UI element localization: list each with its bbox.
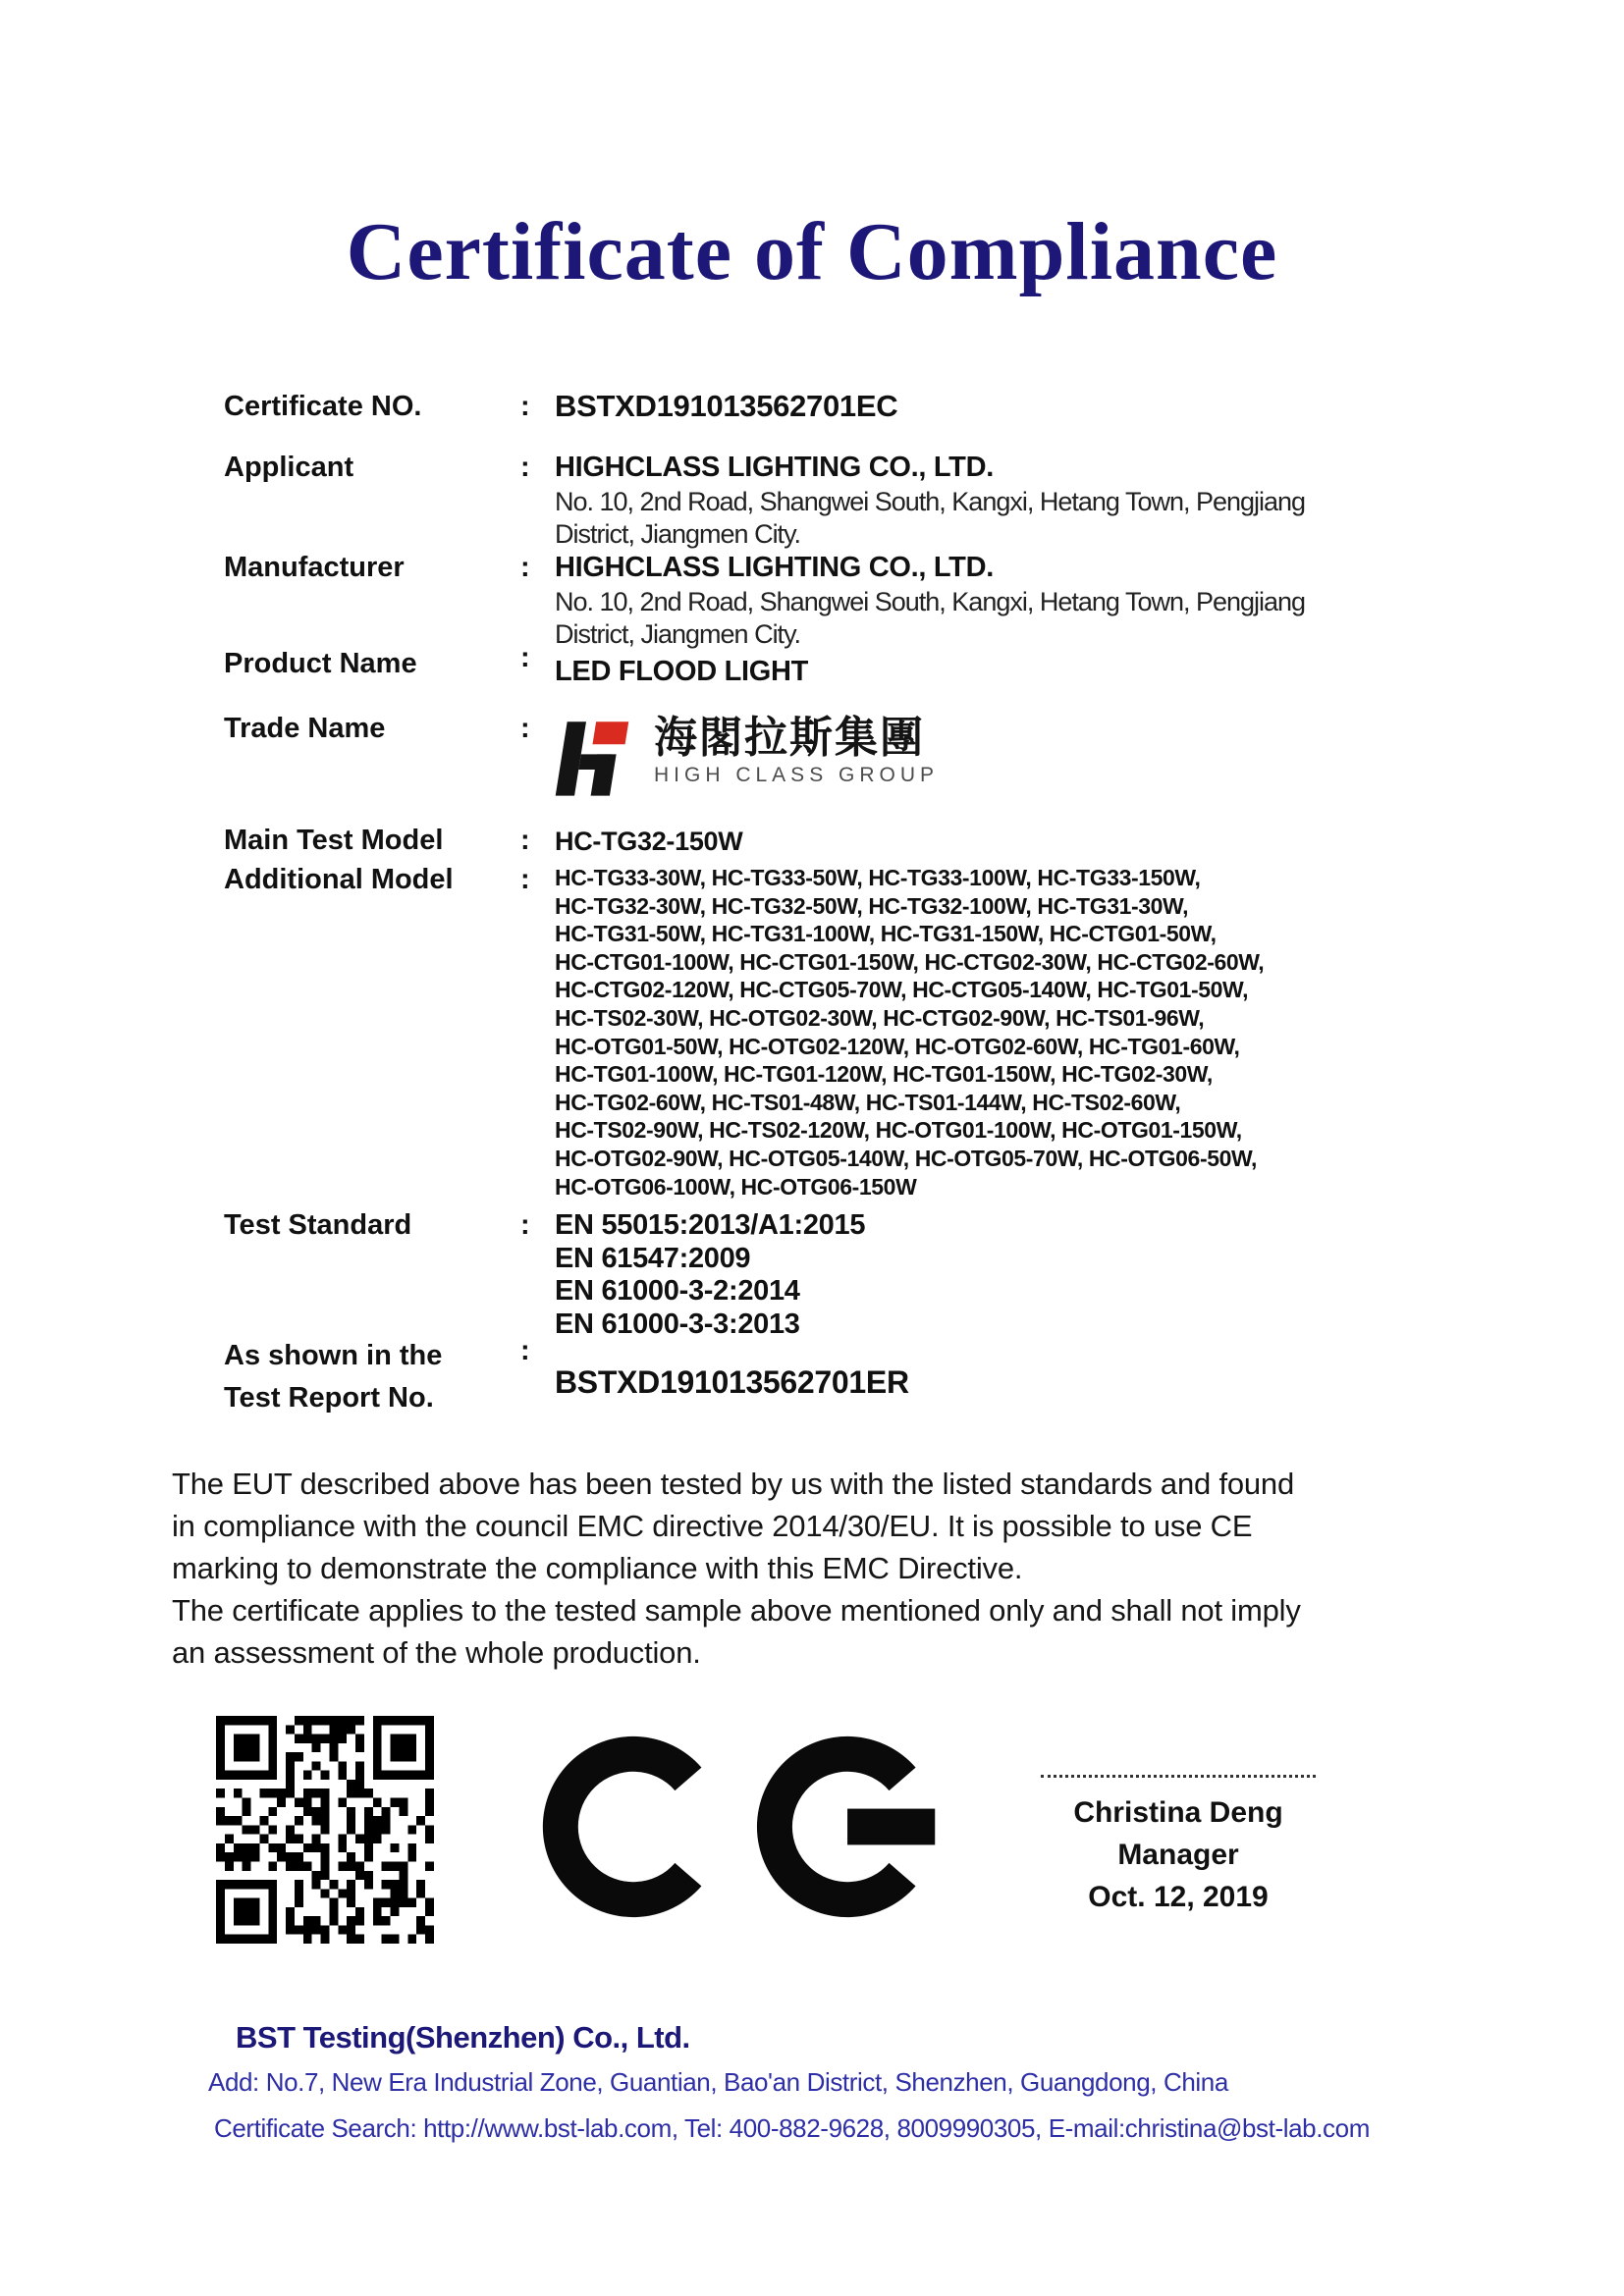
applicant-label: Applicant: [224, 452, 354, 483]
logo-chinese-text: 海閣拉斯集團: [654, 714, 925, 762]
statement-line: The certificate applies to the tested sample above mentioned only and shall not imply: [172, 1593, 1301, 1628]
certificate-no-colon: :: [520, 391, 530, 422]
trade-name-label: Trade Name: [224, 713, 386, 744]
product-name-label: Product Name: [224, 648, 417, 679]
test-report-label-line1: As shown in the: [224, 1340, 443, 1371]
signature-date: Oct. 12, 2019: [1088, 1881, 1269, 1913]
certificate-title: Certificate of Compliance: [346, 206, 1278, 297]
compliance-statement: [172, 1463, 1301, 1674]
manufacturer-colon: :: [520, 552, 530, 583]
model-line: HC-OTG06-100W, HC-OTG06-150W: [555, 1173, 917, 1200]
standard-line: EN 61000-3-2:2014: [555, 1275, 800, 1307]
signature-dotted-line: [1041, 1775, 1316, 1778]
test-report-label-line2: Test Report No.: [224, 1382, 434, 1414]
standard-line: EN 61000-3-3:2013: [555, 1308, 800, 1340]
main-test-model-label: Main Test Model: [224, 825, 444, 856]
test-report-colon: :: [520, 1335, 530, 1366]
certificate-no-label: Certificate NO.: [224, 391, 422, 422]
applicant-address-line1: No. 10, 2nd Road, Shangwei South, Kangxi, Hetang Town, Pengjiang: [555, 487, 1306, 516]
standard-line: EN 61547:2009: [555, 1242, 751, 1274]
certificate-no-value: BSTXD191013562701EC: [555, 389, 898, 423]
additional-model-colon: :: [520, 864, 530, 895]
trade-name-colon: :: [520, 713, 530, 744]
manufacturer-label: Manufacturer: [224, 552, 405, 583]
ce-mark-icon: [538, 1731, 943, 1923]
product-name-colon: :: [520, 642, 530, 673]
model-line: HC-TG02-60W, HC-TS01-48W, HC-TS01-144W, HC-TS02-60W,: [555, 1089, 1181, 1115]
model-line: HC-TS02-30W, HC-OTG02-30W, HC-CTG02-90W, HC-TS01-96W,: [555, 1004, 1205, 1031]
logo-english-text: HIGH CLASS GROUP: [654, 764, 940, 786]
applicant-value: HIGHCLASS LIGHTING CO., LTD.: [555, 452, 994, 483]
additional-model-list: [555, 864, 1264, 1201]
model-line: HC-TG33-30W, HC-TG33-50W, HC-TG33-100W, HC-TG33-150W,: [555, 865, 1201, 890]
signer-name: Christina Deng: [1073, 1796, 1283, 1829]
issuer-company-name: BST Testing(Shenzhen) Co., Ltd.: [236, 2020, 690, 2055]
test-standard-list: [555, 1209, 865, 1341]
model-line: HC-TG31-50W, HC-TG31-100W, HC-TG31-150W, HC-CTG01-50W,: [555, 921, 1217, 947]
manufacturer-value: HIGHCLASS LIGHTING CO., LTD.: [555, 552, 994, 583]
model-line: HC-OTG02-90W, HC-OTG05-140W, HC-OTG05-70W, HC-OTG06-50W,: [555, 1145, 1258, 1171]
main-test-model-colon: :: [520, 825, 530, 856]
applicant-colon: :: [520, 452, 530, 483]
model-line: HC-TG01-100W, HC-TG01-120W, HC-TG01-150W, HC-TG02-30W,: [555, 1061, 1213, 1088]
statement-line: an assessment of the whole production.: [172, 1635, 701, 1670]
model-line: HC-TS02-90W, HC-TS02-120W, HC-OTG01-100W, HC-OTG01-150W,: [555, 1117, 1242, 1144]
issuer-address: Add: No.7, New Era Industrial Zone, Guantian, Bao'an District, Shenzhen, Guangdong, China: [208, 2067, 1228, 2097]
model-line: HC-CTG01-100W, HC-CTG01-150W, HC-CTG02-30W, HC-CTG02-60W,: [555, 948, 1265, 975]
additional-model-label: Additional Model: [224, 864, 454, 895]
statement-line: in compliance with the council EMC directive 2014/30/EU. It is possible to use CE: [172, 1509, 1253, 1543]
test-standard-label: Test Standard: [224, 1209, 412, 1241]
statement-line: The EUT described above has been tested by us with the listed standards and found: [172, 1467, 1295, 1501]
high-class-group-logo-icon: [552, 715, 642, 801]
statement-line: marking to demonstrate the compliance with this EMC Directive.: [172, 1551, 1023, 1585]
main-test-model-value: HC-TG32-150W: [555, 827, 743, 856]
test-report-value: BSTXD191013562701ER: [555, 1364, 909, 1400]
certificate-search-line: Certificate Search: http://www.bst-lab.com, Tel: 400-882-9628, 8009990305, E-mail:christina@bst-lab.com: [214, 2113, 1370, 2143]
product-name-value: LED FLOOD LIGHT: [555, 656, 809, 687]
manufacturer-address-line1: No. 10, 2nd Road, Shangwei South, Kangxi, Hetang Town, Pengjiang: [555, 587, 1306, 616]
standard-line: EN 55015:2013/A1:2015: [555, 1209, 866, 1241]
qr-code: [216, 1716, 434, 1944]
manufacturer-address-line2: District, Jiangmen City.: [555, 619, 801, 649]
signer-role: Manager: [1117, 1839, 1239, 1871]
model-line: HC-TG32-30W, HC-TG32-50W, HC-TG32-100W, HC-TG31-30W,: [555, 892, 1189, 919]
signature-block: [992, 1775, 1365, 1918]
trade-name-logo: [552, 715, 939, 801]
model-line: HC-OTG01-50W, HC-OTG02-120W, HC-OTG02-60W, HC-TG01-60W,: [555, 1033, 1240, 1059]
applicant-address-line2: District, Jiangmen City.: [555, 519, 801, 549]
test-standard-colon: :: [520, 1209, 530, 1241]
model-line: HC-CTG02-120W, HC-CTG05-70W, HC-CTG05-140W, HC-TG01-50W,: [555, 977, 1249, 1003]
